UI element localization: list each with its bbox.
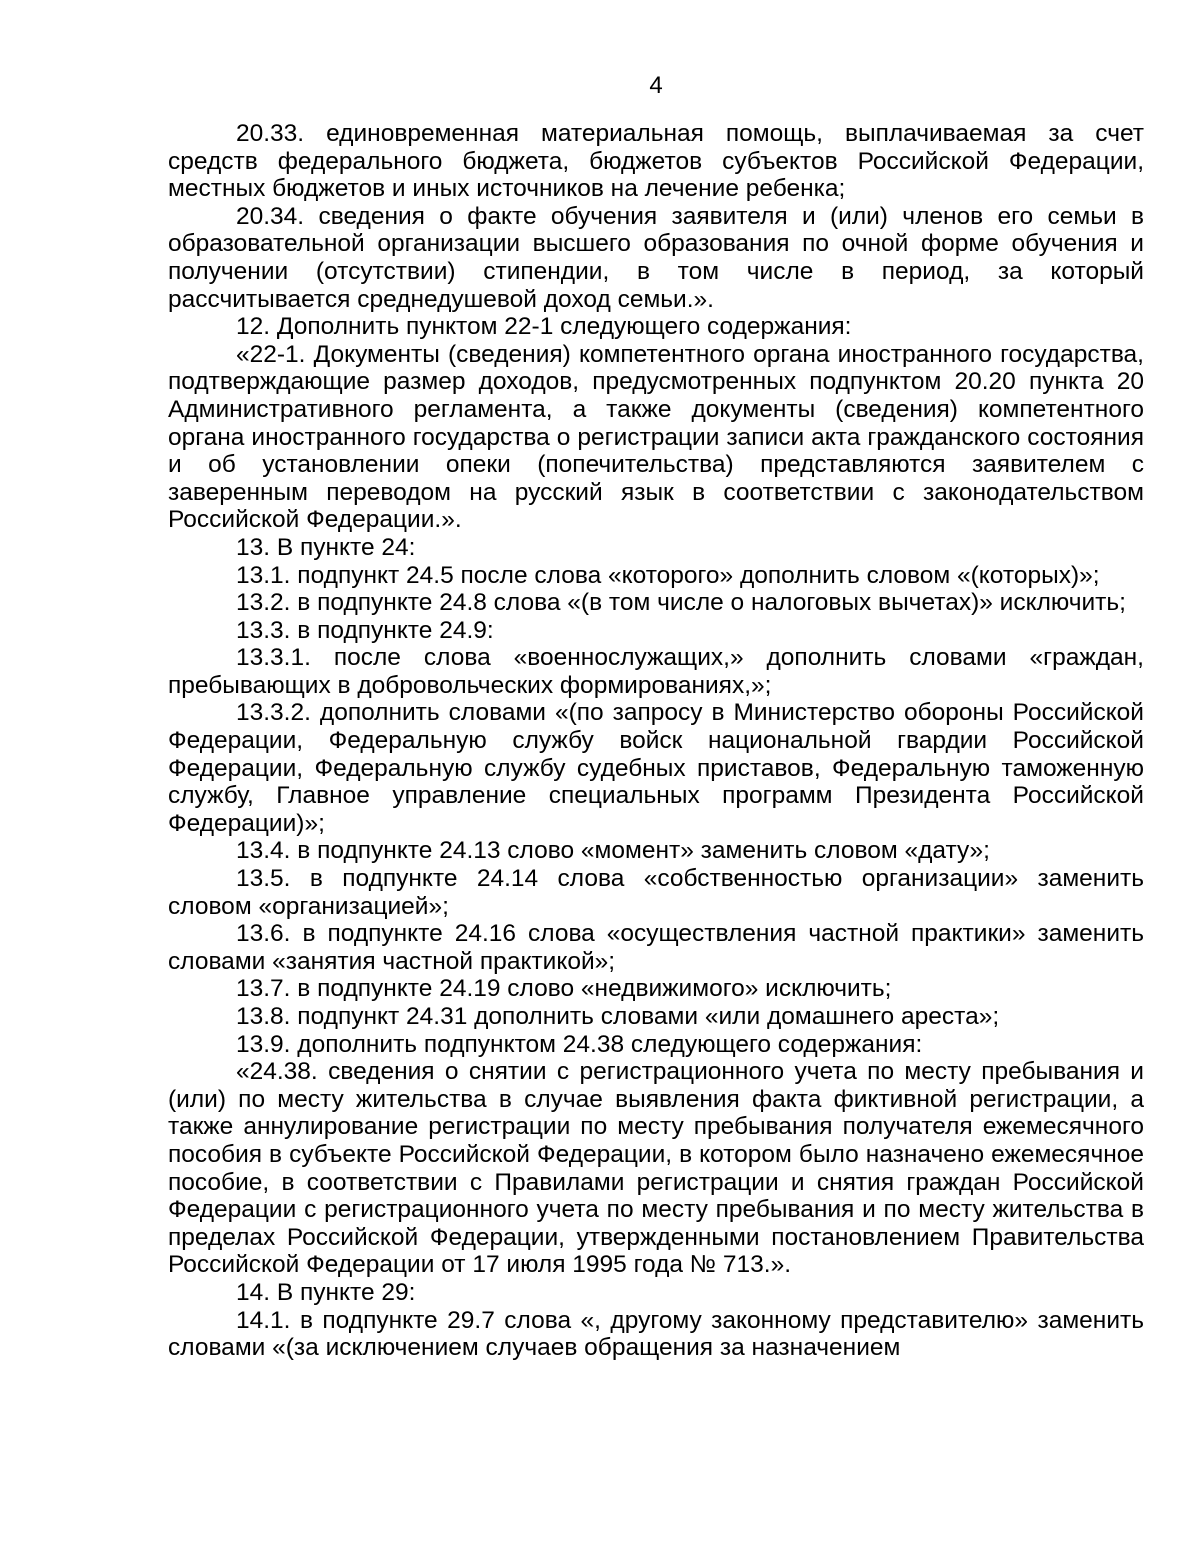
paragraph-13: 13. В пункте 24: xyxy=(236,533,416,561)
paragraph-14-1: 14.1. в подпункте 29.7 слова «, другому законному представителю» заменить словами «(за исключением случаев обращения за назначением xyxy=(168,1306,1144,1362)
paragraph-13-3-2: 13.3.2. дополнить словами «(по запросу в Министерство обороны Российской Федерации, Федеральную службу войск национальной гвардии Российской Федерации, Федеральную службу судебных приставов, Федеральную таможенную службу, Главное управление специальных программ Президента Российской Федерации)»; xyxy=(168,699,1144,837)
paragraph-22-1: «22-1. Документы (сведения) компетентного органа иностранного государства, подтверждающие размер доходов, предусмотренных подпунктом 20.20 пункта 20 Административного регламента, а также документы (сведения) компетентного органа иностранного государства о регистрации записи акта гражданского состояния и об установлении опеки (попечительства) представляются заявителем с заверенным переводом на русский язык в соответствии с законодательством Российской Федерации.». xyxy=(168,340,1144,534)
paragraph-13-7: 13.7. в подпункте 24.19 слово «недвижимого» исключить; xyxy=(236,975,892,1003)
paragraph-24-38: «24.38. сведения о снятии с регистрационного учета по месту пребывания и (или) по месту жительства в случае выявления факта фиктивной регистрации, а также аннулирование регистрации по месту пребывания получателя ежемесячного пособия в субъекте Российской Федерации, в котором было назначено ежемесячное пособие, в соответствии с Правилами регистрации и снятия граждан Российской Федерации с регистрационного учета по месту пребывания и по месту жительства в пределах Российской Федерации, утвержденными постановлением Правительства Российской Федерации от 17 июля 1995 года № 713.». xyxy=(168,1058,1144,1279)
paragraph-20-34: 20.34. сведения о факте обучения заявителя и (или) членов его семьи в образовательной организации высшего образования по очной форме обучения и получении (отсутствии) стипендии, в том числе в период, за который рассчитывается среднедушевой доход семьи.». xyxy=(168,202,1144,313)
page-number: 4 xyxy=(649,72,663,99)
paragraph-13-3-1: 13.3.1. после слова «военнослужащих,» дополнить словами «граждан, пребывающих в добровольческих формированиях,»; xyxy=(168,644,1144,699)
paragraph-13-8: 13.8. подпункт 24.31 дополнить словами «или домашнего ареста»; xyxy=(236,1003,1000,1030)
paragraph-13-4: 13.4. в подпункте 24.13 слово «момент» заменить словом «дату»; xyxy=(236,837,990,865)
paragraph-13-9: 13.9. дополнить подпунктом 24.38 следующего содержания: xyxy=(236,1030,923,1058)
paragraph-13-5: 13.5. в подпункте 24.14 слова «собственностью организации» заменить словом «организацией»; xyxy=(168,865,1144,920)
paragraph-12: 12. Дополнить пунктом 22-1 следующего содержания: xyxy=(236,313,852,341)
paragraph-13-1: 13.1. подпункт 24.5 после слова «которого» дополнить словом «(которых)»; xyxy=(236,561,1100,589)
paragraph-13-3: 13.3. в подпункте 24.9: xyxy=(236,616,494,644)
paragraph-14: 14. В пункте 29: xyxy=(236,1278,416,1306)
paragraph-13-6: 13.6. в подпункте 24.16 слова «осуществления частной практики» заменить словами «занятия частной практикой»; xyxy=(168,920,1144,975)
paragraph-20-33: 20.33. единовременная материальная помощь, выплачиваемая за счет средств федерального бюджета, бюджетов субъектов Российской Федерации, местных бюджетов и иных источников на лечение ребенка; xyxy=(168,120,1144,203)
document-body xyxy=(168,120,1144,1362)
paragraph-13-2: 13.2. в подпункте 24.8 слова «(в том числе о налоговых вычетах)» исключить; xyxy=(236,589,1126,617)
